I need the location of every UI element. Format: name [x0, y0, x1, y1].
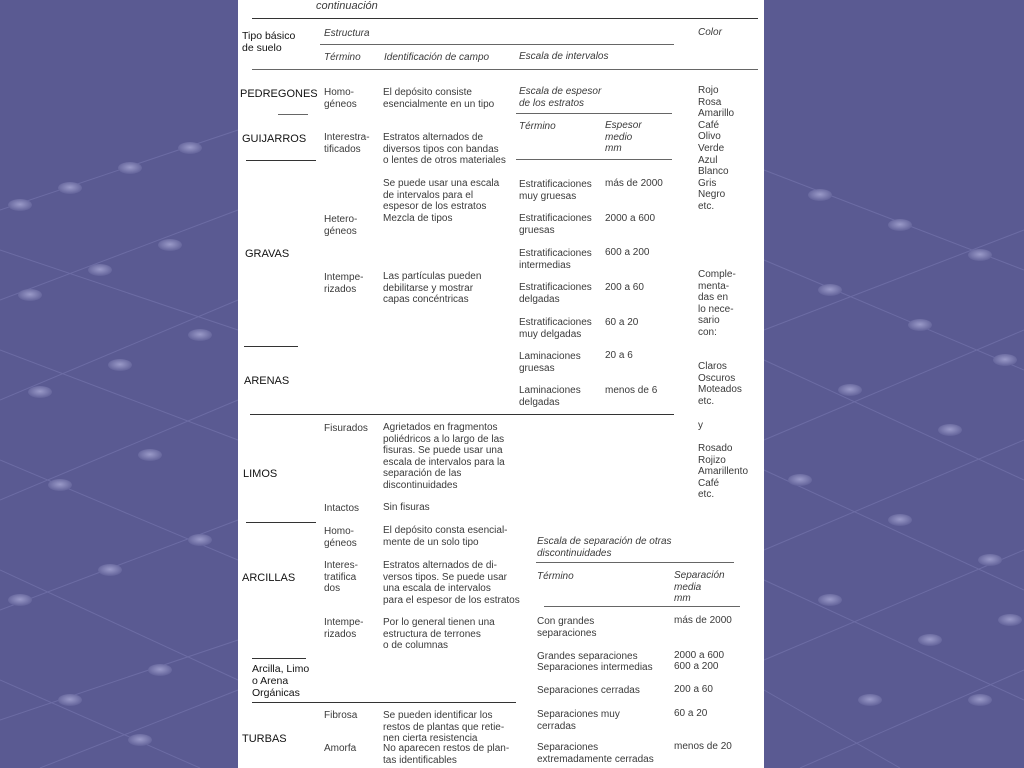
rule-pedregones [278, 114, 308, 115]
id-homogeneos-2: El depósito consta esencial- mente de un solo tipo [383, 525, 508, 548]
separation-value-6: menos de 20 [674, 741, 732, 752]
soil-arcillas: ARCILLAS [242, 572, 296, 584]
structure-fibrosa: Fibrosa [324, 710, 358, 721]
thickness-scale-termino: Término [519, 121, 556, 132]
header-escala: Escala de intervalos [519, 51, 609, 62]
separation-term-4: Separaciones cerradas [537, 685, 640, 696]
id-interestratificados-2: Estratos alternados de di- versos tipos. Se puede usar una escala de intervalos para el espesor de los estratos [383, 560, 520, 606]
id-intemperizados-1: Las partículas pueden debilitarse y mostrar capas concéntricas [383, 271, 482, 306]
rule-gravas [244, 346, 298, 347]
structure-interestratificados-1: Interestra- tificados [324, 132, 370, 155]
rule-separacion-header [544, 606, 740, 607]
rule-guijarros [246, 160, 316, 161]
colors-y: y [698, 420, 703, 431]
structure-homogeneos-1: Homo- géneos [324, 87, 357, 110]
separation-term-1: Con grandes separaciones [537, 616, 597, 639]
id-interestratificados-1: Estratos alternados de diversos tipos con bandas o lentes de otros materiales [383, 132, 506, 167]
header-color: Color [698, 27, 722, 38]
soil-limos: LIMOS [243, 468, 278, 480]
rule-escala-separacion [536, 562, 734, 563]
separation-term-3: Separaciones intermedias [537, 662, 653, 673]
soil-guijarros: GUIJARROS [242, 133, 307, 145]
colors-complement: Comple- menta- das en lo nece- sario con: [698, 269, 736, 338]
separation-scale-separacion: Separación media mm [674, 570, 725, 605]
id-intemperizados-2: Por lo general tienen una estructura de terrones o de columnas [383, 617, 495, 652]
soil-turbas: TURBAS [242, 733, 287, 745]
id-fibrosa: Se pueden identificar los restos de plantas que retie- nen cierta resistencia [383, 710, 505, 745]
thickness-term-4: Estratificaciones delgadas [519, 282, 592, 305]
colors-primary: Rojo Rosa Amarillo Café Olivo Verde Azul Blanco Gris Negro etc. [698, 85, 735, 212]
header-tipo-basico: Tipo básico de suelo [242, 30, 296, 54]
header-estructura: Estructura [324, 28, 370, 39]
separation-value-1: más de 2000 [674, 615, 732, 626]
id-homogeneos-1: El depósito consiste esencialmente en un tipo [383, 87, 495, 110]
colors-tones: Rosado Rojizo Amarillento Café etc. [698, 443, 749, 501]
rule-organicas [252, 702, 516, 703]
thickness-term-1: Estratificaciones muy gruesas [519, 179, 592, 202]
thickness-term-5: Estratificaciones muy delgadas [519, 317, 592, 340]
thickness-term-3: Estratificaciones intermedias [519, 248, 592, 271]
separation-term-6: Separaciones extremadamente cerradas [537, 742, 654, 765]
thickness-term-2: Estratificaciones gruesas [519, 213, 592, 236]
rule-limos [246, 522, 316, 523]
rule-espesor-header [516, 159, 672, 160]
thickness-value-3: 600 a 200 [605, 247, 650, 258]
structure-intactos: Intactos [324, 503, 360, 514]
id-escala-intervalos: Se puede usar una escala de intervalos para el espesor de los estratos Mezcla de tipos [383, 178, 500, 224]
rule-escala-espesor [516, 113, 672, 114]
structure-intemperizados-1: Intempe- rizados [324, 272, 364, 295]
separation-value-2: 2000 a 600 [674, 650, 725, 661]
separation-scale-title: Escala de separación de otras discontinuidades [537, 536, 672, 559]
id-fisurados: Agrietados en fragmentos poliédricos a lo largo de las fisuras. Se puede usar una escala de intervalos para la separación de las discontinuidades [383, 422, 505, 491]
structure-heterogeneos: Hetero- géneos [324, 214, 358, 237]
thickness-value-1: más de 2000 [605, 178, 663, 189]
soil-pedregones: PEDREGONES [240, 88, 318, 100]
thickness-value-2: 2000 a 600 [605, 213, 656, 224]
thickness-value-5: 60 a 20 [605, 317, 639, 328]
thickness-value-4: 200 a 60 [605, 282, 644, 293]
table-page [238, 0, 764, 768]
header-identificacion: Identificación de campo [384, 52, 490, 63]
colors-shades: Claros Oscuros Moteados etc. [698, 361, 742, 407]
structure-intemperizados-2: Intempe- rizados [324, 617, 364, 640]
thickness-value-7: menos de 6 [605, 385, 658, 396]
separation-value-3: 600 a 200 [674, 661, 719, 672]
separation-value-4: 200 a 60 [674, 684, 713, 695]
header-termino: Término [324, 52, 361, 63]
rule-header-bottom [252, 69, 758, 70]
separation-scale-termino: Término [537, 571, 574, 582]
separation-term-2: Grandes separaciones [537, 651, 638, 662]
rule-estructura [320, 44, 674, 45]
thickness-term-6: Laminaciones gruesas [519, 351, 581, 374]
table-caption: continuación [316, 0, 378, 12]
thickness-value-6: 20 a 6 [605, 350, 633, 361]
rule-arenas-bottom [250, 414, 674, 415]
separation-value-5: 60 a 20 [674, 708, 708, 719]
thickness-term-7: Laminaciones delgadas [519, 385, 581, 408]
rule-arcillas [252, 658, 306, 659]
id-intactos: Sin fisuras [383, 502, 430, 513]
structure-amorfa: Amorfa [324, 743, 357, 754]
structure-interestratificados-2: Interes- tratifica dos [324, 560, 358, 595]
thickness-scale-title: Escala de espesor de los estratos [519, 86, 602, 109]
rule-top [252, 18, 758, 19]
thickness-scale-espesor: Espesor medio mm [605, 120, 642, 155]
soil-arenas: ARENAS [244, 375, 290, 387]
id-amorfa: No aparecen restos de plan- tas identificables [383, 743, 510, 766]
soil-gravas: GRAVAS [245, 248, 290, 260]
structure-fisurados: Fisurados [324, 423, 368, 434]
soil-organicas: Arcilla, Limo o Arena Orgánicas [252, 663, 310, 699]
separation-term-5: Separaciones muy cerradas [537, 709, 620, 732]
structure-homogeneos-2: Homo- géneos [324, 526, 357, 549]
